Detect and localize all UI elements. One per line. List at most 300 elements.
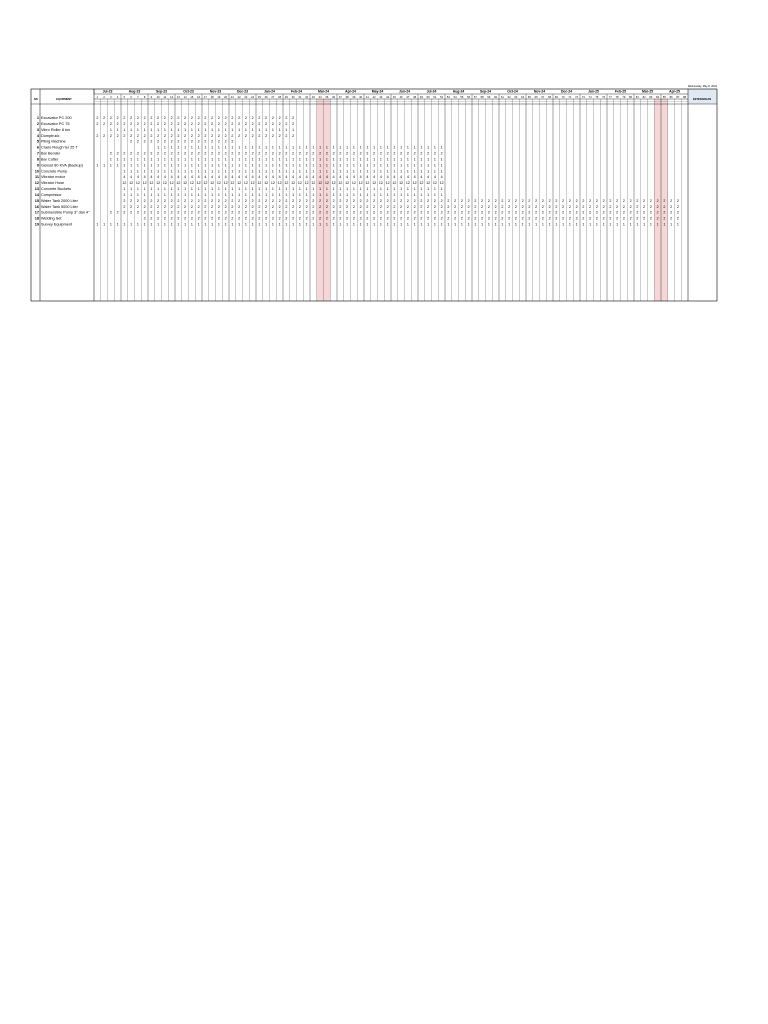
- schedule-cell: 2: [109, 121, 112, 126]
- schedule-cell: 2: [211, 121, 214, 126]
- schedule-cell: 2: [433, 210, 436, 215]
- schedule-cell: 1: [157, 169, 160, 174]
- schedule-cell: 1: [312, 222, 315, 227]
- schedule-cell: 2: [197, 139, 200, 144]
- schedule-cell: 2: [258, 216, 261, 221]
- schedule-cell: 1: [184, 222, 187, 227]
- week-number: 57: [473, 95, 477, 99]
- week-number: 14: [183, 95, 187, 99]
- schedule-cell: 2: [319, 210, 322, 215]
- schedule-cell: 2: [373, 210, 376, 215]
- month-label: Nov-24: [533, 89, 546, 94]
- schedule-cell: 4: [123, 175, 126, 180]
- schedule-cell: 1: [663, 222, 666, 227]
- table-row: [35, 175, 443, 179]
- schedule-cell: 2: [454, 204, 457, 209]
- schedule-cell: 4: [197, 175, 200, 180]
- schedule-cell: 2: [528, 210, 531, 215]
- schedule-cell: 2: [190, 204, 193, 209]
- schedule-cell: 4: [339, 175, 342, 180]
- schedule-cell: 1: [427, 192, 430, 197]
- row-number: 7: [36, 151, 39, 156]
- schedule-cell: 12: [304, 181, 309, 186]
- schedule-cell: 2: [427, 216, 430, 221]
- week-number: 25: [257, 95, 261, 99]
- schedule-cell: 2: [528, 198, 531, 203]
- schedule-cell: 2: [136, 139, 139, 144]
- schedule-cell: 1: [427, 222, 430, 227]
- schedule-cell: 1: [197, 163, 200, 168]
- schedule-cell: 2: [568, 216, 571, 221]
- schedule-cell: 1: [278, 157, 281, 162]
- schedule-cell: 2: [271, 210, 274, 215]
- schedule-cell: 2: [271, 133, 274, 138]
- schedule-cell: 2: [427, 198, 430, 203]
- schedule-cell: 1: [555, 222, 558, 227]
- schedule-cell: 2: [643, 210, 646, 215]
- schedule-cell: 2: [346, 151, 349, 156]
- schedule-cell: 1: [460, 222, 463, 227]
- month-label: Nov-23: [209, 89, 222, 94]
- schedule-cell: 2: [575, 216, 578, 221]
- schedule-cell: 2: [204, 210, 207, 215]
- schedule-cell: 2: [305, 216, 308, 221]
- schedule-cell: 2: [305, 151, 308, 156]
- schedule-cell: 1: [312, 192, 315, 197]
- schedule-cell: 1: [292, 127, 295, 132]
- schedule-cell: 1: [379, 222, 382, 227]
- schedule-cell: 1: [265, 127, 268, 132]
- schedule-cell: 2: [487, 204, 490, 209]
- schedule-cell: 4: [319, 175, 322, 180]
- week-number: 84: [656, 95, 660, 99]
- month-label: May-24: [371, 89, 384, 94]
- schedule-cell: 12: [419, 181, 424, 186]
- schedule-cell: 2: [366, 151, 369, 156]
- schedule-cell: 1: [501, 222, 504, 227]
- schedule-cell: 2: [494, 216, 497, 221]
- schedule-cell: 12: [183, 181, 188, 186]
- schedule-cell: 1: [413, 145, 416, 150]
- schedule-cell: 2: [440, 151, 443, 156]
- schedule-cell: 1: [177, 187, 180, 192]
- schedule-cell: 2: [298, 204, 301, 209]
- schedule-cell: 1: [217, 169, 220, 174]
- schedule-cell: 1: [116, 127, 119, 132]
- schedule-cell: 2: [177, 116, 180, 120]
- schedule-cell: 2: [130, 121, 133, 126]
- week-number: 52: [440, 95, 444, 99]
- schedule-cell: 1: [427, 157, 430, 162]
- schedule-cell: 2: [514, 216, 517, 221]
- schedule-cell: 1: [440, 145, 443, 150]
- schedule-cell: 1: [325, 145, 328, 150]
- schedule-cell: 2: [406, 210, 409, 215]
- month-label: Aug-23: [128, 89, 141, 94]
- schedule-cell: 1: [508, 222, 511, 227]
- row-number: 16: [34, 204, 39, 209]
- schedule-cell: 2: [184, 204, 187, 209]
- schedule-cell: 1: [487, 222, 490, 227]
- schedule-cell: 2: [575, 198, 578, 203]
- schedule-cell: 2: [184, 216, 187, 221]
- schedule-cell: 1: [238, 127, 241, 132]
- schedule-cell: 2: [616, 210, 619, 215]
- schedule-cell: 1: [636, 222, 639, 227]
- schedule-cell: 1: [136, 157, 139, 162]
- schedule-cell: 2: [285, 133, 288, 138]
- schedule-cell: 2: [123, 210, 126, 215]
- week-number: 81: [635, 95, 639, 99]
- schedule-cell: 1: [163, 127, 166, 132]
- week-number: 59: [487, 95, 491, 99]
- schedule-cell: 2: [170, 116, 173, 120]
- schedule-cell: 1: [150, 187, 153, 192]
- schedule-cell: 1: [157, 192, 160, 197]
- schedule-cell: 1: [386, 157, 389, 162]
- schedule-cell: 2: [197, 133, 200, 138]
- row-number: 8: [36, 157, 39, 162]
- schedule-cell: 2: [238, 133, 241, 138]
- schedule-cell: 1: [433, 187, 436, 192]
- schedule-cell: 2: [373, 216, 376, 221]
- equipment-rows: [35, 116, 679, 227]
- schedule-cell: 2: [190, 139, 193, 144]
- month-label: Dec-24: [560, 89, 573, 94]
- schedule-cell: 1: [211, 157, 214, 162]
- schedule-cell: 2: [427, 210, 430, 215]
- schedule-cell: 2: [130, 151, 133, 156]
- schedule-cell: 1: [285, 157, 288, 162]
- schedule-cell: 1: [319, 187, 322, 192]
- schedule-cell: 2: [265, 116, 268, 120]
- schedule-cell: 2: [636, 216, 639, 221]
- schedule-cell: 1: [440, 192, 443, 197]
- week-number: 56: [467, 95, 471, 99]
- week-number: 4: [116, 95, 119, 99]
- schedule-cell: 1: [177, 192, 180, 197]
- schedule-cell: 1: [197, 222, 200, 227]
- schedule-cell: 1: [440, 163, 443, 168]
- schedule-cell: 2: [258, 133, 261, 138]
- schedule-cell: 1: [400, 187, 403, 192]
- schedule-cell: 4: [285, 175, 288, 180]
- schedule-cell: 2: [352, 216, 355, 221]
- schedule-cell: 2: [663, 204, 666, 209]
- schedule-cell: 2: [265, 151, 268, 156]
- schedule-cell: 1: [339, 145, 342, 150]
- schedule-cell: 2: [292, 116, 295, 120]
- schedule-cell: 1: [514, 222, 517, 227]
- schedule-cell: 1: [231, 157, 234, 162]
- week-number: 35: [325, 95, 329, 99]
- schedule-cell: 2: [548, 198, 551, 203]
- week-number: 82: [642, 95, 646, 99]
- schedule-cell: 1: [433, 157, 436, 162]
- schedule-cell: 2: [595, 216, 598, 221]
- week-number: 66: [534, 95, 538, 99]
- schedule-cell: 2: [197, 116, 200, 120]
- schedule-cell: 2: [332, 204, 335, 209]
- schedule-cell: 2: [494, 210, 497, 215]
- week-number: 9: [150, 95, 153, 99]
- schedule-cell: 2: [332, 216, 335, 221]
- schedule-cell: 2: [157, 151, 160, 156]
- schedule-cell: 1: [224, 192, 227, 197]
- schedule-cell: 2: [535, 210, 538, 215]
- schedule-cell: 4: [136, 175, 139, 180]
- schedule-cell: 2: [501, 210, 504, 215]
- row-number: 12: [34, 181, 39, 186]
- schedule-cell: 1: [184, 145, 187, 150]
- schedule-cell: 1: [406, 163, 409, 168]
- header-date-note: Wednesday, May 8, 2024: [687, 85, 717, 88]
- schedule-cell: 2: [508, 210, 511, 215]
- schedule-cell: 1: [548, 222, 551, 227]
- schedule-cell: 1: [359, 163, 362, 168]
- schedule-cell: 1: [163, 157, 166, 162]
- schedule-cell: 1: [332, 187, 335, 192]
- schedule-cell: 2: [136, 210, 139, 215]
- schedule-cell: 2: [170, 198, 173, 203]
- schedule-cell: 2: [190, 210, 193, 215]
- schedule-cell: 1: [305, 222, 308, 227]
- schedule-cell: 2: [602, 216, 605, 221]
- schedule-cell: 2: [190, 198, 193, 203]
- week-number: 55: [460, 95, 464, 99]
- schedule-cell: 2: [190, 133, 193, 138]
- schedule-cell: 1: [150, 192, 153, 197]
- schedule-cell: 4: [204, 175, 207, 180]
- schedule-cell: 2: [143, 116, 146, 120]
- equipment-name: Survey Equipment: [41, 222, 73, 227]
- schedule-cell: 2: [197, 210, 200, 215]
- week-number: 73: [581, 95, 585, 99]
- schedule-cell: 2: [379, 210, 382, 215]
- schedule-cell: 2: [339, 204, 342, 209]
- schedule-cell: 12: [324, 181, 329, 186]
- schedule-cell: 1: [298, 169, 301, 174]
- schedule-cell: 1: [373, 169, 376, 174]
- schedule-cell: 1: [413, 192, 416, 197]
- month-label: Jan-24: [264, 89, 275, 94]
- schedule-cell: 2: [332, 198, 335, 203]
- schedule-cell: 1: [251, 127, 254, 132]
- schedule-cell: 1: [379, 187, 382, 192]
- schedule-cell: 1: [177, 145, 180, 150]
- schedule-cell: 1: [474, 222, 477, 227]
- schedule-cell: 2: [460, 198, 463, 203]
- schedule-cell: 2: [548, 216, 551, 221]
- schedule-cell: 2: [548, 204, 551, 209]
- schedule-cell: 12: [372, 181, 377, 186]
- schedule-cell: 1: [143, 163, 146, 168]
- schedule-cell: 2: [150, 121, 153, 126]
- schedule-cell: 1: [170, 127, 173, 132]
- schedule-cell: 2: [278, 133, 281, 138]
- schedule-cell: 1: [136, 192, 139, 197]
- equipment-name: Genset 80 KVA (Backup): [41, 163, 83, 168]
- schedule-cell: 1: [339, 192, 342, 197]
- schedule-cell: 4: [150, 175, 153, 180]
- schedule-cell: 2: [244, 198, 247, 203]
- week-number: 70: [561, 95, 565, 99]
- schedule-cell: 1: [224, 145, 227, 150]
- schedule-cell: 12: [135, 181, 140, 186]
- schedule-cell: 2: [190, 216, 193, 221]
- schedule-cell: 2: [595, 198, 598, 203]
- week-number: 44: [386, 95, 390, 99]
- schedule-cell: 4: [406, 175, 409, 180]
- schedule-cell: 12: [223, 181, 228, 186]
- schedule-cell: 2: [197, 121, 200, 126]
- schedule-cell: 2: [379, 204, 382, 209]
- schedule-cell: 2: [332, 210, 335, 215]
- schedule-cell: 1: [379, 157, 382, 162]
- schedule-cell: 2: [258, 210, 261, 215]
- schedule-cell: 2: [244, 133, 247, 138]
- row-number: 17: [34, 210, 39, 215]
- schedule-cell: 1: [157, 157, 160, 162]
- schedule-cell: 2: [339, 198, 342, 203]
- schedule-cell: 1: [170, 169, 173, 174]
- schedule-cell: 2: [157, 204, 160, 209]
- week-number: 78: [615, 95, 619, 99]
- schedule-cell: 4: [386, 175, 389, 180]
- schedule-cell: 2: [359, 151, 362, 156]
- table-row: [37, 128, 294, 132]
- week-number: 24: [251, 95, 255, 99]
- equipment-name: Excavator PC 200: [41, 116, 72, 120]
- schedule-cell: 2: [568, 198, 571, 203]
- schedule-cell: 2: [440, 204, 443, 209]
- week-number: 20: [224, 95, 228, 99]
- schedule-cell: 2: [217, 204, 220, 209]
- schedule-cell: 4: [244, 175, 247, 180]
- schedule-cell: 2: [649, 204, 652, 209]
- schedule-cell: 2: [136, 198, 139, 203]
- schedule-cell: 2: [197, 216, 200, 221]
- schedule-cell: 1: [265, 163, 268, 168]
- week-number: 39: [352, 95, 356, 99]
- schedule-cell: 2: [589, 216, 592, 221]
- schedule-cell: 2: [575, 204, 578, 209]
- schedule-cell: 1: [217, 157, 220, 162]
- week-number: 67: [541, 95, 545, 99]
- schedule-cell: 1: [224, 163, 227, 168]
- schedule-cell: 2: [231, 204, 234, 209]
- schedule-cell: 2: [130, 210, 133, 215]
- schedule-cell: 1: [602, 222, 605, 227]
- schedule-cell: 2: [103, 121, 106, 126]
- week-number: 3: [110, 95, 112, 99]
- schedule-cell: 2: [447, 216, 450, 221]
- schedule-cell: 1: [177, 163, 180, 168]
- schedule-cell: 2: [96, 116, 99, 120]
- schedule-cell: 1: [211, 163, 214, 168]
- schedule-cell: 1: [285, 169, 288, 174]
- schedule-cell: 1: [433, 169, 436, 174]
- schedule-cell: 1: [366, 192, 369, 197]
- schedule-cell: 2: [582, 198, 585, 203]
- schedule-cell: 4: [420, 175, 423, 180]
- schedule-cell: 4: [265, 175, 268, 180]
- schedule-cell: 1: [170, 163, 173, 168]
- schedule-cell: 2: [393, 210, 396, 215]
- schedule-cell: 2: [413, 210, 416, 215]
- schedule-cell: 2: [109, 133, 112, 138]
- schedule-cell: 2: [528, 204, 531, 209]
- schedule-cell: 1: [251, 163, 254, 168]
- schedule-cell: 1: [359, 145, 362, 150]
- schedule-cell: 2: [622, 216, 625, 221]
- equipment-name: Excavator PC 75: [41, 121, 70, 126]
- schedule-cell: 2: [116, 121, 119, 126]
- schedule-cell: 12: [399, 181, 404, 186]
- schedule-cell: 1: [292, 192, 295, 197]
- schedule-cell: 1: [332, 163, 335, 168]
- schedule-cell: 1: [413, 163, 416, 168]
- week-number: 5: [123, 95, 126, 99]
- schedule-cell: 1: [197, 145, 200, 150]
- schedule-cell: 2: [271, 121, 274, 126]
- schedule-cell: 2: [541, 216, 544, 221]
- schedule-cell: 1: [643, 222, 646, 227]
- week-number: 41: [365, 95, 369, 99]
- schedule-cell: 2: [170, 216, 173, 221]
- schedule-cell: 2: [352, 151, 355, 156]
- week-number: 74: [588, 95, 592, 99]
- schedule-cell: 2: [676, 198, 679, 203]
- schedule-cell: 1: [244, 157, 247, 162]
- schedule-cell: 2: [433, 216, 436, 221]
- schedule-cell: 1: [393, 222, 396, 227]
- schedule-cell: 1: [352, 192, 355, 197]
- schedule-cell: 1: [359, 157, 362, 162]
- row-number: 4: [36, 133, 39, 138]
- schedule-cell: 1: [184, 157, 187, 162]
- schedule-cell: 2: [460, 210, 463, 215]
- month-label: Sep-23: [155, 89, 168, 94]
- schedule-cell: 2: [359, 210, 362, 215]
- schedule-cell: 2: [130, 198, 133, 203]
- schedule-cell: 1: [406, 222, 409, 227]
- schedule-cell: 2: [676, 210, 679, 215]
- week-number: 17: [203, 95, 207, 99]
- schedule-cell: 12: [378, 181, 383, 186]
- schedule-cell: 1: [271, 222, 274, 227]
- month-label: Jun-24: [399, 89, 410, 94]
- schedule-cell: 2: [616, 216, 619, 221]
- schedule-cell: 2: [555, 216, 558, 221]
- schedule-cell: 2: [278, 151, 281, 156]
- schedule-cell: 2: [420, 204, 423, 209]
- month-label: Mar-25: [642, 89, 653, 94]
- schedule-cell: 2: [190, 116, 193, 120]
- schedule-cell: 2: [150, 216, 153, 221]
- schedule-cell: 1: [217, 222, 220, 227]
- schedule-cell: 1: [393, 163, 396, 168]
- schedule-cell: 1: [244, 127, 247, 132]
- schedule-cell: 1: [379, 163, 382, 168]
- row-number: 14: [34, 192, 39, 197]
- week-number: 79: [622, 95, 626, 99]
- schedule-cell: 1: [163, 187, 166, 192]
- schedule-cell: 2: [238, 204, 241, 209]
- schedule-cell: 1: [332, 145, 335, 150]
- schedule-cell: 2: [379, 198, 382, 203]
- schedule-cell: 1: [420, 222, 423, 227]
